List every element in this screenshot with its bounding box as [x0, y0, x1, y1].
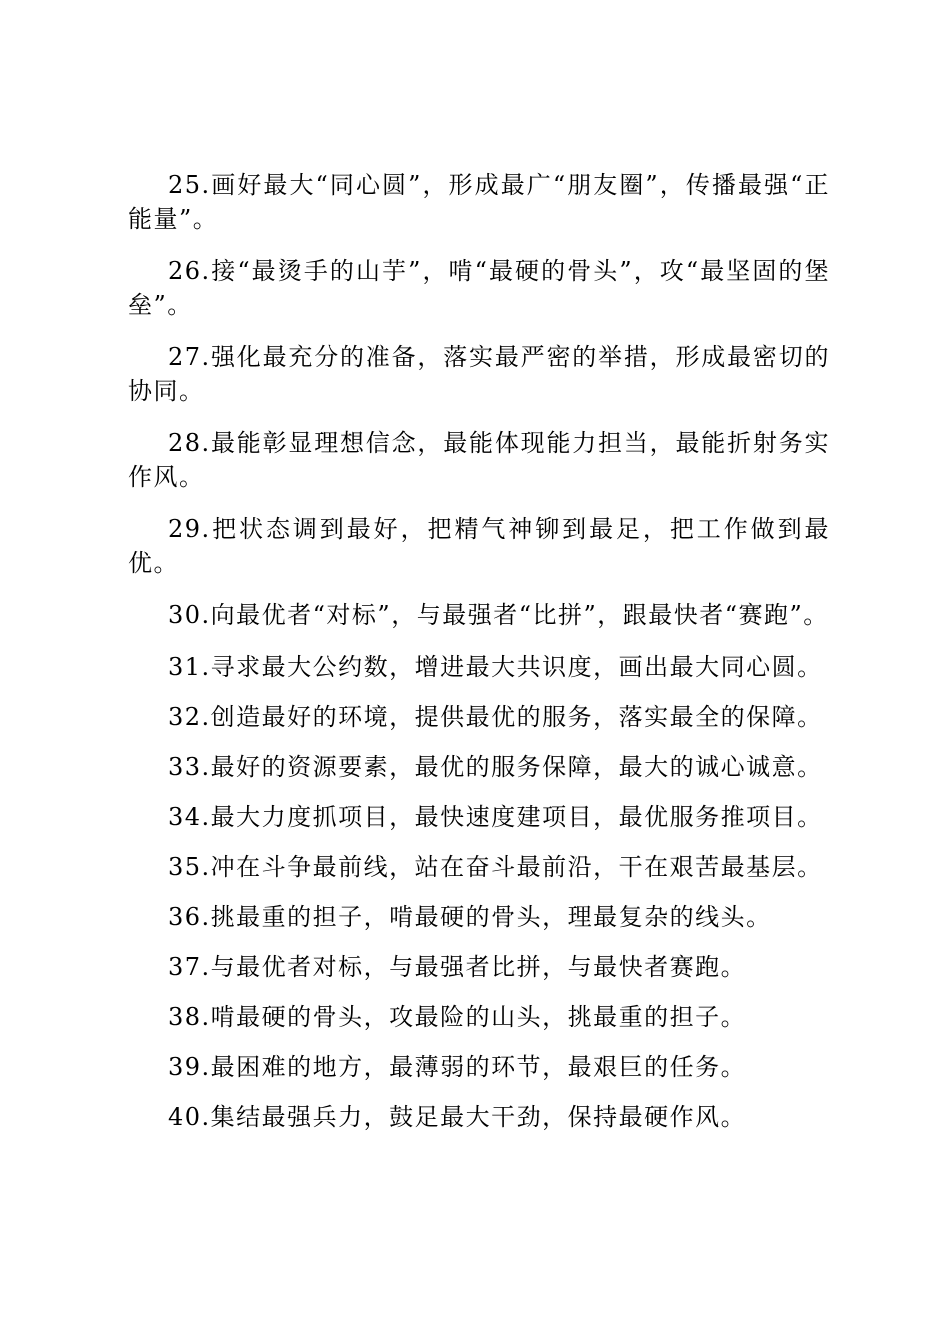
paragraph-38: 38.啃最硬的骨头，攻最险的山头，挑最重的担子。 — [168, 1003, 747, 1031]
paragraph-29: 29.把状态调到最好，把精气神铆到最足，把工作做到最优。 — [128, 515, 830, 577]
paragraph-37: 37.与最优者对标，与最强者比拼，与最快者赛跑。 — [168, 953, 747, 981]
document-body — [128, 168, 830, 1150]
paragraph-40: 40.集结最强兵力，鼓足最大干劲，保持最硬作风。 — [168, 1103, 747, 1131]
paragraph-25: 25.画好最大“同心圆”，形成最广“朋友圈”，传播最强“正能量”。 — [128, 171, 830, 233]
paragraph-27: 27.强化最充分的准备，落实最严密的举措，形成最密切的协同。 — [128, 343, 830, 405]
paragraph-31: 31.寻求最大公约数，增进最大共识度，画出最大同心圆。 — [168, 653, 823, 681]
paragraph-34: 34.最大力度抓项目，最快速度建项目，最优服务推项目。 — [168, 803, 823, 831]
paragraph-33: 33.最好的资源要素，最优的服务保障，最大的诚心诚意。 — [168, 753, 823, 781]
paragraph-28: 28.最能彰显理想信念，最能体现能力担当，最能折射务实作风。 — [128, 429, 830, 491]
paragraph-30: 30.向最优者“对标”，与最强者“比拼”，跟最快者“赛跑”。 — [168, 601, 829, 629]
paragraph-26: 26.接“最烫手的山芋”，啃“最硬的骨头”，攻“最坚固的堡垒”。 — [128, 257, 830, 319]
paragraph-36: 36.挑最重的担子，啃最硬的骨头，理最复杂的线头。 — [168, 903, 772, 931]
paragraph-39: 39.最困难的地方，最薄弱的环节，最艰巨的任务。 — [168, 1053, 747, 1081]
paragraph-32: 32.创造最好的环境，提供最优的服务，落实最全的保障。 — [168, 703, 823, 731]
paragraph-35: 35.冲在斗争最前线，站在奋斗最前沿，干在艰苦最基层。 — [168, 853, 823, 881]
